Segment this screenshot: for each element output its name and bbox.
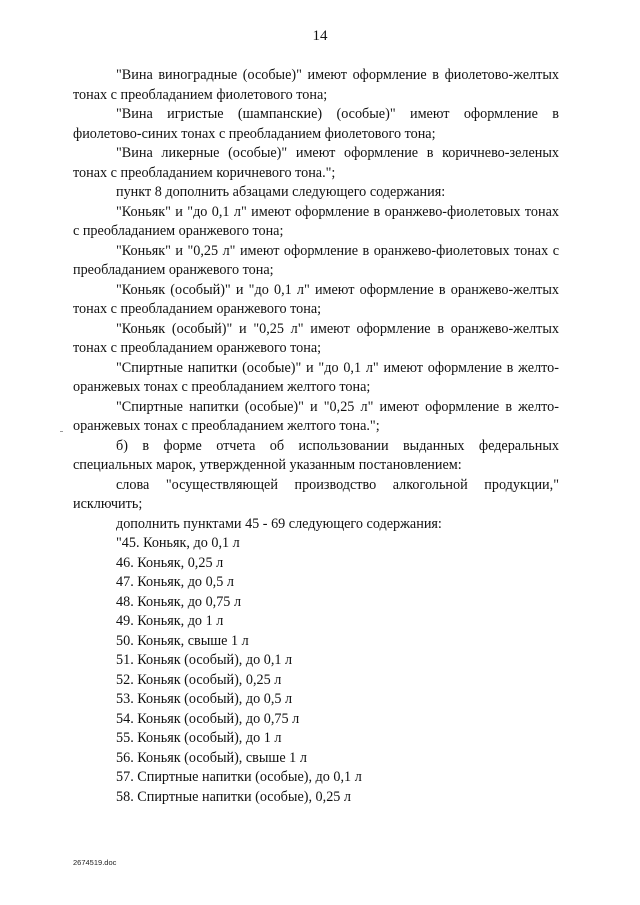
paragraph-cognac-0-1: "Коньяк" и "до 0,1 л" имеют оформление в оранжево-фиолетовых тонах с преобладанием оранжевого тона; <box>73 203 559 239</box>
list-item: 46. Коньяк, 0,25 л <box>116 554 224 571</box>
list-item: 50. Коньяк, свыше 1 л <box>116 632 249 649</box>
paragraph-cognac-0-25: "Коньяк" и "0,25 л" имеют оформление в оранжево-фиолетовых тонах с преобладанием оранжевого тона; <box>73 242 559 278</box>
list-item: 52. Коньяк (особый), 0,25 л <box>116 671 282 688</box>
paragraph-add-items-intro: дополнить пунктами 45 - 69 следующего содержания: <box>116 515 442 532</box>
paragraph-spirits-special-0-1: "Спиртные напитки (особые)" и "до 0,1 л" имеют оформление в желто-оранжевых тонах с преобладанием желтого тона; <box>73 359 559 395</box>
document-body <box>73 66 559 807</box>
paragraph-wine-grape-special: "Вина виноградные (особые)" имеют оформление в фиолетово-желтых тонах с преобладанием фиолетового тона; <box>73 67 559 103</box>
list-item: 51. Коньяк (особый), до 0,1 л <box>116 652 293 668</box>
list-item: "45. Коньяк, до 0,1 л <box>116 535 240 551</box>
list-item: 55. Коньяк (особый), до 1 л <box>116 730 282 746</box>
page-number: 14 <box>312 28 328 44</box>
list-item: 53. Коньяк (особый), до 0,5 л <box>116 691 293 707</box>
paragraph-words-exclude: слова "осуществляющей производство алкогольной продукции," исключить; <box>73 476 559 512</box>
paragraph-cognac-special-0-25: "Коньяк (особый)" и "0,25 л" имеют оформление в оранжево-желтых тонах с преобладанием оранжевого тона; <box>73 320 559 356</box>
paragraph-wine-liqueur-special: "Вина ликерные (особые)" имеют оформление в коричнево-зеленых тонах с преобладанием коричневого тона."; <box>73 145 559 181</box>
list-item: 49. Коньяк, до 1 л <box>116 613 224 629</box>
margin-mark <box>60 431 63 432</box>
list-item: 56. Коньяк (особый), свыше 1 л <box>116 749 307 766</box>
paragraph-report-form: б) в форме отчета об использовании выданных федеральных специальных марок, утвержденной указанным постановлением: <box>73 437 559 473</box>
list-item: 54. Коньяк (особый), до 0,75 л <box>116 710 300 727</box>
paragraph-cognac-special-0-1: "Коньяк (особый)" и "до 0,1 л" имеют оформление в оранжево-желтых тонах с преобладанием оранжевого тона; <box>73 281 559 317</box>
paragraph-item-8-intro: пункт 8 дополнить абзацами следующего содержания: <box>116 184 446 200</box>
list-item: 58. Спиртные напитки (особые), 0,25 л <box>116 788 352 805</box>
paragraph-wine-sparkling-special: "Вина игристые (шампанские) (особые)" имеют оформление в фиолетово-синих тонах с преобладанием фиолетового тона; <box>73 106 559 142</box>
paragraph-spirits-special-0-25: "Спиртные напитки (особые)" и "0,25 л" имеют оформление в желто-оранжевых тонах с преобладанием желтого тона."; <box>73 398 559 434</box>
list-item: 57. Спиртные напитки (особые), до 0,1 л <box>116 769 362 785</box>
footer-filename: 2674519.doc <box>73 858 117 867</box>
list-item: 48. Коньяк, до 0,75 л <box>116 593 242 610</box>
list-item: 47. Коньяк, до 0,5 л <box>116 574 234 590</box>
